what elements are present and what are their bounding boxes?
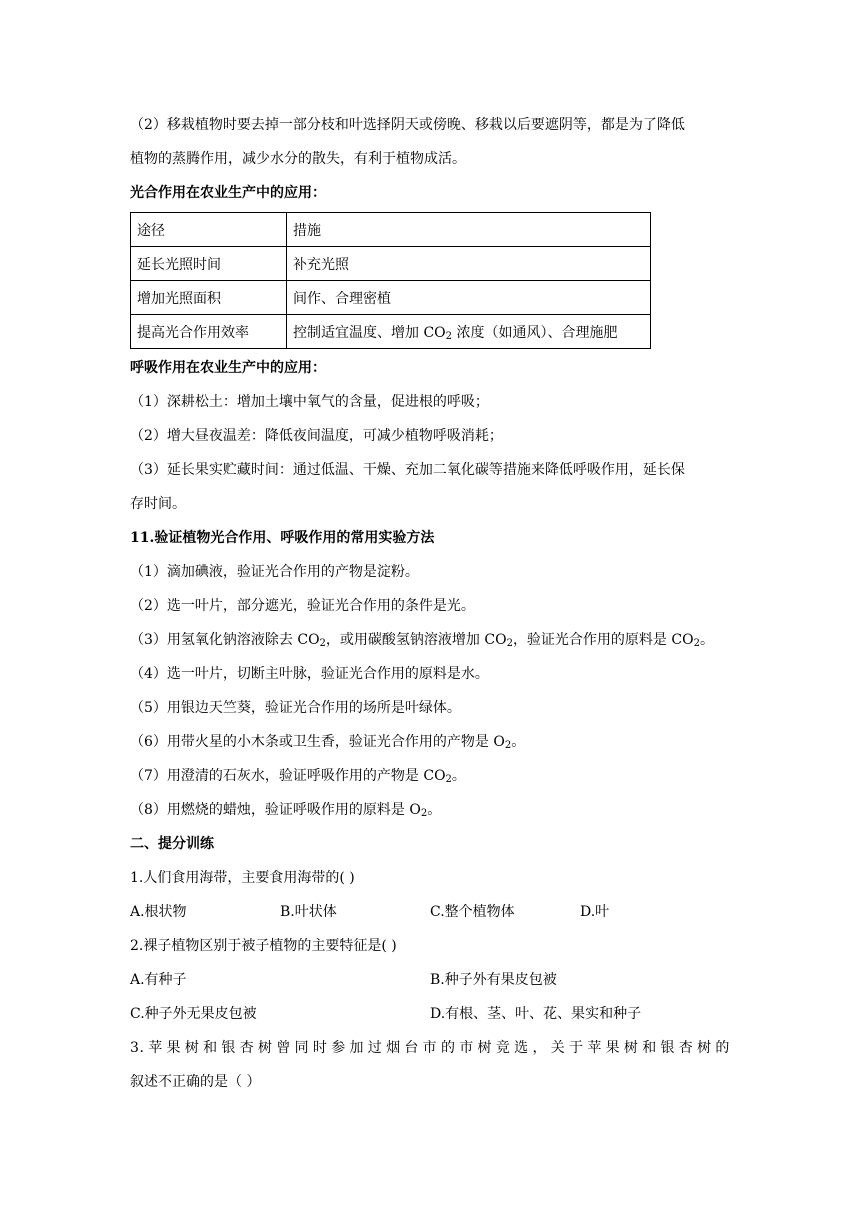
text-span: （7）用澄清的石灰水，验证呼吸作用的产物是 CO	[130, 768, 446, 784]
respiration-item-2: （2）增大昼夜温差：降低夜间温度，可减少植物呼吸消耗；	[130, 428, 503, 444]
question-1-stem: 1.人们食用海带，主要食用海带的( )	[130, 870, 355, 886]
cell-text: 浓度（如通风）、合理施肥	[452, 324, 618, 341]
subscript: 2	[445, 774, 452, 785]
option-b: B.叶状体	[280, 904, 337, 920]
subscript: 2	[420, 808, 428, 819]
transpiration-item-2-line-1: （2）移栽植物时要去掉一部分枝和叶选择阴天或傍晚、移栽以后要遮阴等，都是为了降低	[130, 117, 685, 133]
option-d: D.有根、茎、叶、花、果实和种子	[430, 1006, 642, 1022]
text-span: 。	[427, 802, 442, 818]
experiment-item-2: （2）选一叶片，部分遮光，验证光合作用的条件是光。	[130, 598, 475, 614]
question-1-options	[130, 895, 730, 929]
table-row	[131, 247, 651, 281]
option-a: A.有种子	[130, 972, 187, 988]
transpiration-item-2-line-2: 植物的蒸腾作用，减少水分的散失，有利于植物成活。	[130, 151, 466, 167]
question-2-stem: 2.裸子植物区别于被子植物的主要特征是( )	[130, 938, 397, 954]
respiration-application-heading: 呼吸作用在农业生产中的应用：	[130, 360, 326, 376]
table-cell: 间作、合理密植	[287, 281, 651, 315]
table-row	[131, 315, 651, 349]
respiration-item-1: （1）深耕松土：增加土壤中氧气的含量，促进根的呼吸；	[130, 394, 489, 410]
subscript: 2	[506, 638, 513, 649]
respiration-item-3-line-1: （3）延长果实贮藏时间：通过低温、干燥、充加二氧化碳等措施来降低呼吸作用，延长保	[130, 462, 685, 478]
text-span: 。	[451, 768, 466, 784]
table-cell: 延长光照时间	[131, 247, 287, 281]
text-span: ，或用碳酸氢钠溶液增加 CO	[325, 632, 507, 648]
table-header-cell: 措施	[287, 213, 651, 247]
text-span: 。	[511, 734, 526, 750]
question-2-options-row-1	[130, 963, 730, 997]
subscript: 2	[445, 330, 453, 342]
text-span: （3）用氢氧化钠溶液除去 CO	[130, 632, 320, 648]
subscript: 2	[319, 638, 326, 649]
experiment-item-7	[130, 759, 730, 793]
table-header-row	[131, 213, 651, 247]
text-span: （6）用带火星的小木条或卫生香，验证光合作用的产物是 O	[130, 734, 505, 750]
option-b: B.种子外有果皮包被	[430, 972, 557, 988]
experiment-item-6	[130, 725, 730, 759]
question-2-options-row-2	[130, 997, 730, 1031]
text-span: ，验证光合作用的原料是 CO	[512, 632, 694, 648]
option-a: A.根状物	[130, 904, 187, 920]
experiment-item-5: （5）用银边天竺葵，验证光合作用的场所是叶绿体。	[130, 700, 461, 716]
question-3-stem-line-1: 3.苹果树和银杏树曾同时参加过烟台市的市树竞选，关于苹果树和银杏树的	[130, 1040, 730, 1056]
experiment-item-3	[130, 623, 730, 657]
photosynthesis-application-table	[130, 212, 651, 349]
subscript: 2	[504, 740, 512, 751]
experiment-item-1: （1）滴加碘液，验证光合作用的产物是淀粉。	[130, 564, 419, 580]
subscript: 2	[693, 638, 700, 649]
cell-text: 控制适宜温度、增加 CO	[293, 324, 446, 341]
page-content	[130, 108, 730, 1099]
experiment-item-4: （4）选一叶片，切断主叶脉，验证光合作用的原料是水。	[130, 666, 489, 682]
text-span: 。	[699, 632, 714, 648]
table-cell: 提高光合作用效率	[131, 315, 287, 349]
option-c: C.种子外无果皮包被	[130, 1006, 257, 1022]
respiration-item-3-line-2: 存时间。	[130, 496, 186, 512]
experiment-item-8	[130, 793, 730, 827]
table-row	[131, 281, 651, 315]
training-heading: 二、提分训练	[130, 836, 214, 852]
table-cell	[287, 315, 651, 349]
text-span: （8）用燃烧的蜡烛，验证呼吸作用的原料是 O	[130, 802, 421, 818]
photosynthesis-application-heading: 光合作用在农业生产中的应用：	[130, 185, 326, 201]
section-11-heading: 11.验证植物光合作用、呼吸作用的常用实验方法	[130, 530, 435, 546]
table-header-cell: 途径	[131, 213, 287, 247]
question-3-stem-line-2: 叙述不正确的是（ ）	[130, 1074, 261, 1090]
table-cell: 增加光照面积	[131, 281, 287, 315]
option-d: D.叶	[580, 904, 610, 920]
option-c: C.整个植物体	[430, 904, 515, 920]
table-cell: 补充光照	[287, 247, 651, 281]
